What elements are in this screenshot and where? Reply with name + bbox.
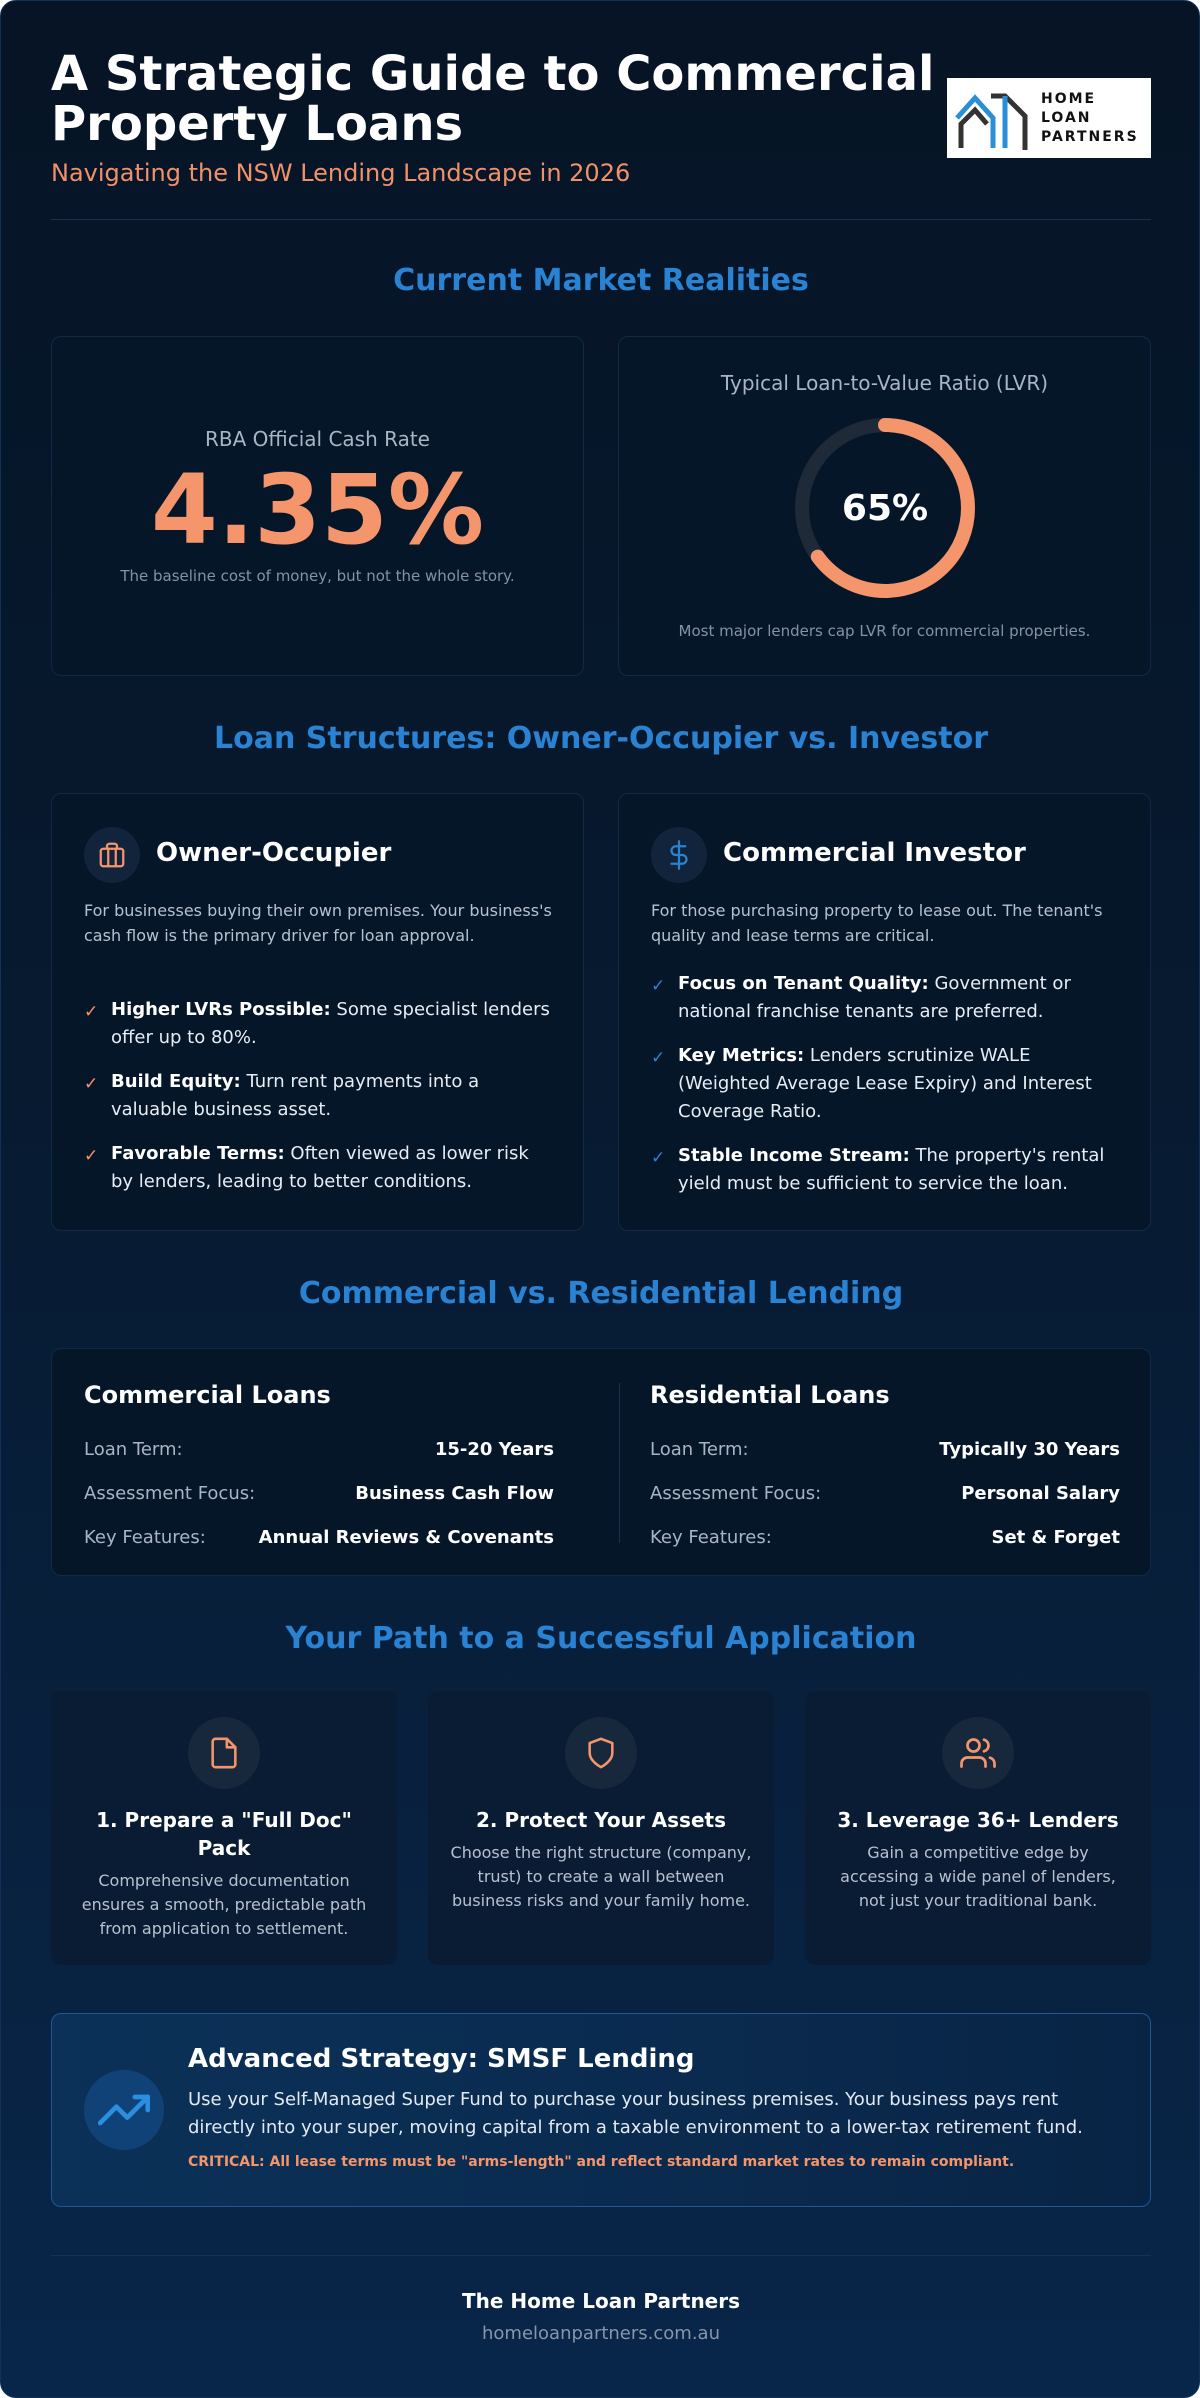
commercial-investor-desc: For those purchasing property to lease out. The tenant's quality and lease terms are critical. [651,901,1103,945]
dollar-icon [651,827,707,883]
check-icon: ✓ [84,1146,99,1166]
footer-company-name: The Home Loan Partners [461,2289,741,2313]
briefcase-icon [84,827,140,883]
users-icon [942,1717,1014,1789]
row-value: Set & Forget [991,1526,1120,1548]
list-item [84,996,554,1052]
owner-occupier-title: Owner-Occupier [156,838,392,868]
item-bold: Higher LVRs Possible: [111,999,331,1020]
item-text: The property's rental yield must be sufficient to service the loan. [678,1145,1105,1194]
logo-line-1: HOME [1041,90,1097,107]
item-bold: Stable Income Stream: [678,1145,910,1166]
check-icon: ✓ [651,1048,666,1068]
item-text: Lenders scrutinize WALE (Weighted Average Lease Expiry) and Interest Coverage Ratio. [678,1045,1092,1122]
item-bold: Favorable Terms: [111,1143,285,1164]
step-card-3 [805,1691,1151,1965]
lvr-donut-chart [790,413,980,603]
comparison-row [650,1427,1120,1471]
trending-up-icon [84,2070,164,2150]
cash-rate-card [51,336,584,676]
footer-website-link[interactable]: homeloanpartners.com.au [482,2323,720,2344]
cash-rate-value: 4.35% [150,454,485,566]
comparison-row [650,1471,1120,1515]
footer-divider [51,2255,1151,2256]
row-value: Personal Salary [961,1482,1120,1504]
list-item [84,1068,554,1124]
smsf-body: Use your Self-Managed Super Fund to purchase your business premises. Your business pays rent directly into your super, moving capital from a taxable environment to a lower-tax retirement fund. [188,2089,1083,2138]
logo-text [1041,90,1139,147]
check-icon: ✓ [651,1148,666,1168]
row-value: 15-20 Years [434,1438,554,1460]
brand-logo [947,78,1151,158]
item-bold: Build Equity: [111,1071,241,1092]
path-section-title: Your Path to a Successful Application [285,1621,917,1656]
row-key: Assessment Focus: [84,1482,256,1504]
row-value: Typically 30 Years [939,1438,1120,1460]
logo-line-3: PARTNERS [1041,128,1139,145]
check-icon: ✓ [651,976,666,996]
house-logo-icon [951,82,1031,154]
document-icon [188,1717,260,1789]
step-title: 1. Prepare a "Full Doc" Pack [96,1808,352,1860]
row-value: Business Cash Flow [355,1482,554,1504]
cash-rate-note: The baseline cost of money, but not the whole story. [120,567,515,585]
step-desc: Choose the right structure (company, trust) to create a wall between business risks and your family home. [450,1843,752,1910]
check-icon: ✓ [84,1074,99,1094]
row-key: Assessment Focus: [650,1482,822,1504]
residential-column [650,1381,1120,1559]
item-bold: Key Metrics: [678,1045,805,1066]
lvr-note: Most major lenders cap LVR for commercial properties. [678,622,1091,640]
step-card-2 [428,1691,774,1965]
comparison-section-title: Commercial vs. Residential Lending [298,1276,904,1311]
lvr-card [618,336,1151,676]
comparison-row [650,1515,1120,1559]
commercial-title: Commercial Loans [84,1381,331,1409]
step-title: 2. Protect Your Assets [475,1808,726,1832]
owner-occupier-desc: For businesses buying their own premises. Your business's cash flow is the primary driver for loan approval. [84,901,552,945]
page-title: A Strategic Guide to Commercial Property Loans [51,46,935,152]
structures-section-title: Loan Structures: Owner-Occupier vs. Investor [213,721,988,756]
step-desc: Gain a competitive edge by accessing a wide panel of lenders, not just your traditional bank. [840,1843,1116,1910]
step-card-1 [51,1691,397,1965]
comparison-card [51,1348,1151,1576]
divider [51,219,1151,220]
logo-line-2: LOAN [1041,109,1092,126]
step-title: 3. Leverage 36+ Lenders [837,1808,1119,1832]
comparison-row [84,1515,554,1559]
cash-rate-label: RBA Official Cash Rate [205,427,430,451]
column-divider [619,1383,620,1543]
row-key: Key Features: [650,1526,772,1548]
lvr-label: Typical Loan-to-Value Ratio (LVR) [720,371,1049,395]
smsf-callout [51,2013,1151,2207]
check-icon: ✓ [84,1002,99,1022]
row-key: Key Features: [84,1526,206,1548]
item-text: Often viewed as lower risk by lenders, leading to better conditions. [111,1143,529,1192]
item-text: Government or national franchise tenants are preferred. [678,973,1071,1022]
list-item [651,970,1121,1026]
smsf-critical-note: CRITICAL: All lease terms must be "arms-length" and reflect standard market rates to remain compliant. [188,2154,1015,2170]
commercial-column [84,1381,554,1559]
commercial-investor-card [618,793,1151,1231]
lvr-value: 65% [841,487,929,529]
row-value: Annual Reviews & Covenants [258,1526,554,1548]
step-desc: Comprehensive documentation ensures a smooth, predictable path from application to settlement. [81,1871,367,1938]
comparison-row [84,1471,554,1515]
item-bold: Focus on Tenant Quality: [678,973,929,994]
row-key: Loan Term: [84,1438,183,1460]
residential-title: Residential Loans [650,1381,890,1409]
comparison-row [84,1427,554,1471]
owner-occupier-list [84,996,554,1212]
list-item [84,1140,554,1196]
shield-icon [565,1717,637,1789]
list-item [651,1142,1121,1198]
commercial-investor-list [651,970,1121,1214]
item-text: Turn rent payments into a valuable business asset. [111,1071,480,1120]
list-item [651,1042,1121,1126]
smsf-title: Advanced Strategy: SMSF Lending [188,2044,695,2074]
owner-occupier-card [51,793,584,1231]
commercial-investor-title: Commercial Investor [723,838,1026,868]
page-subtitle: Navigating the NSW Lending Landscape in 2026 [51,159,631,187]
row-key: Loan Term: [650,1438,749,1460]
item-text: Some specialist lenders offer up to 80%. [111,999,550,1048]
market-section-title: Current Market Realities [393,263,809,298]
header [51,46,1151,187]
